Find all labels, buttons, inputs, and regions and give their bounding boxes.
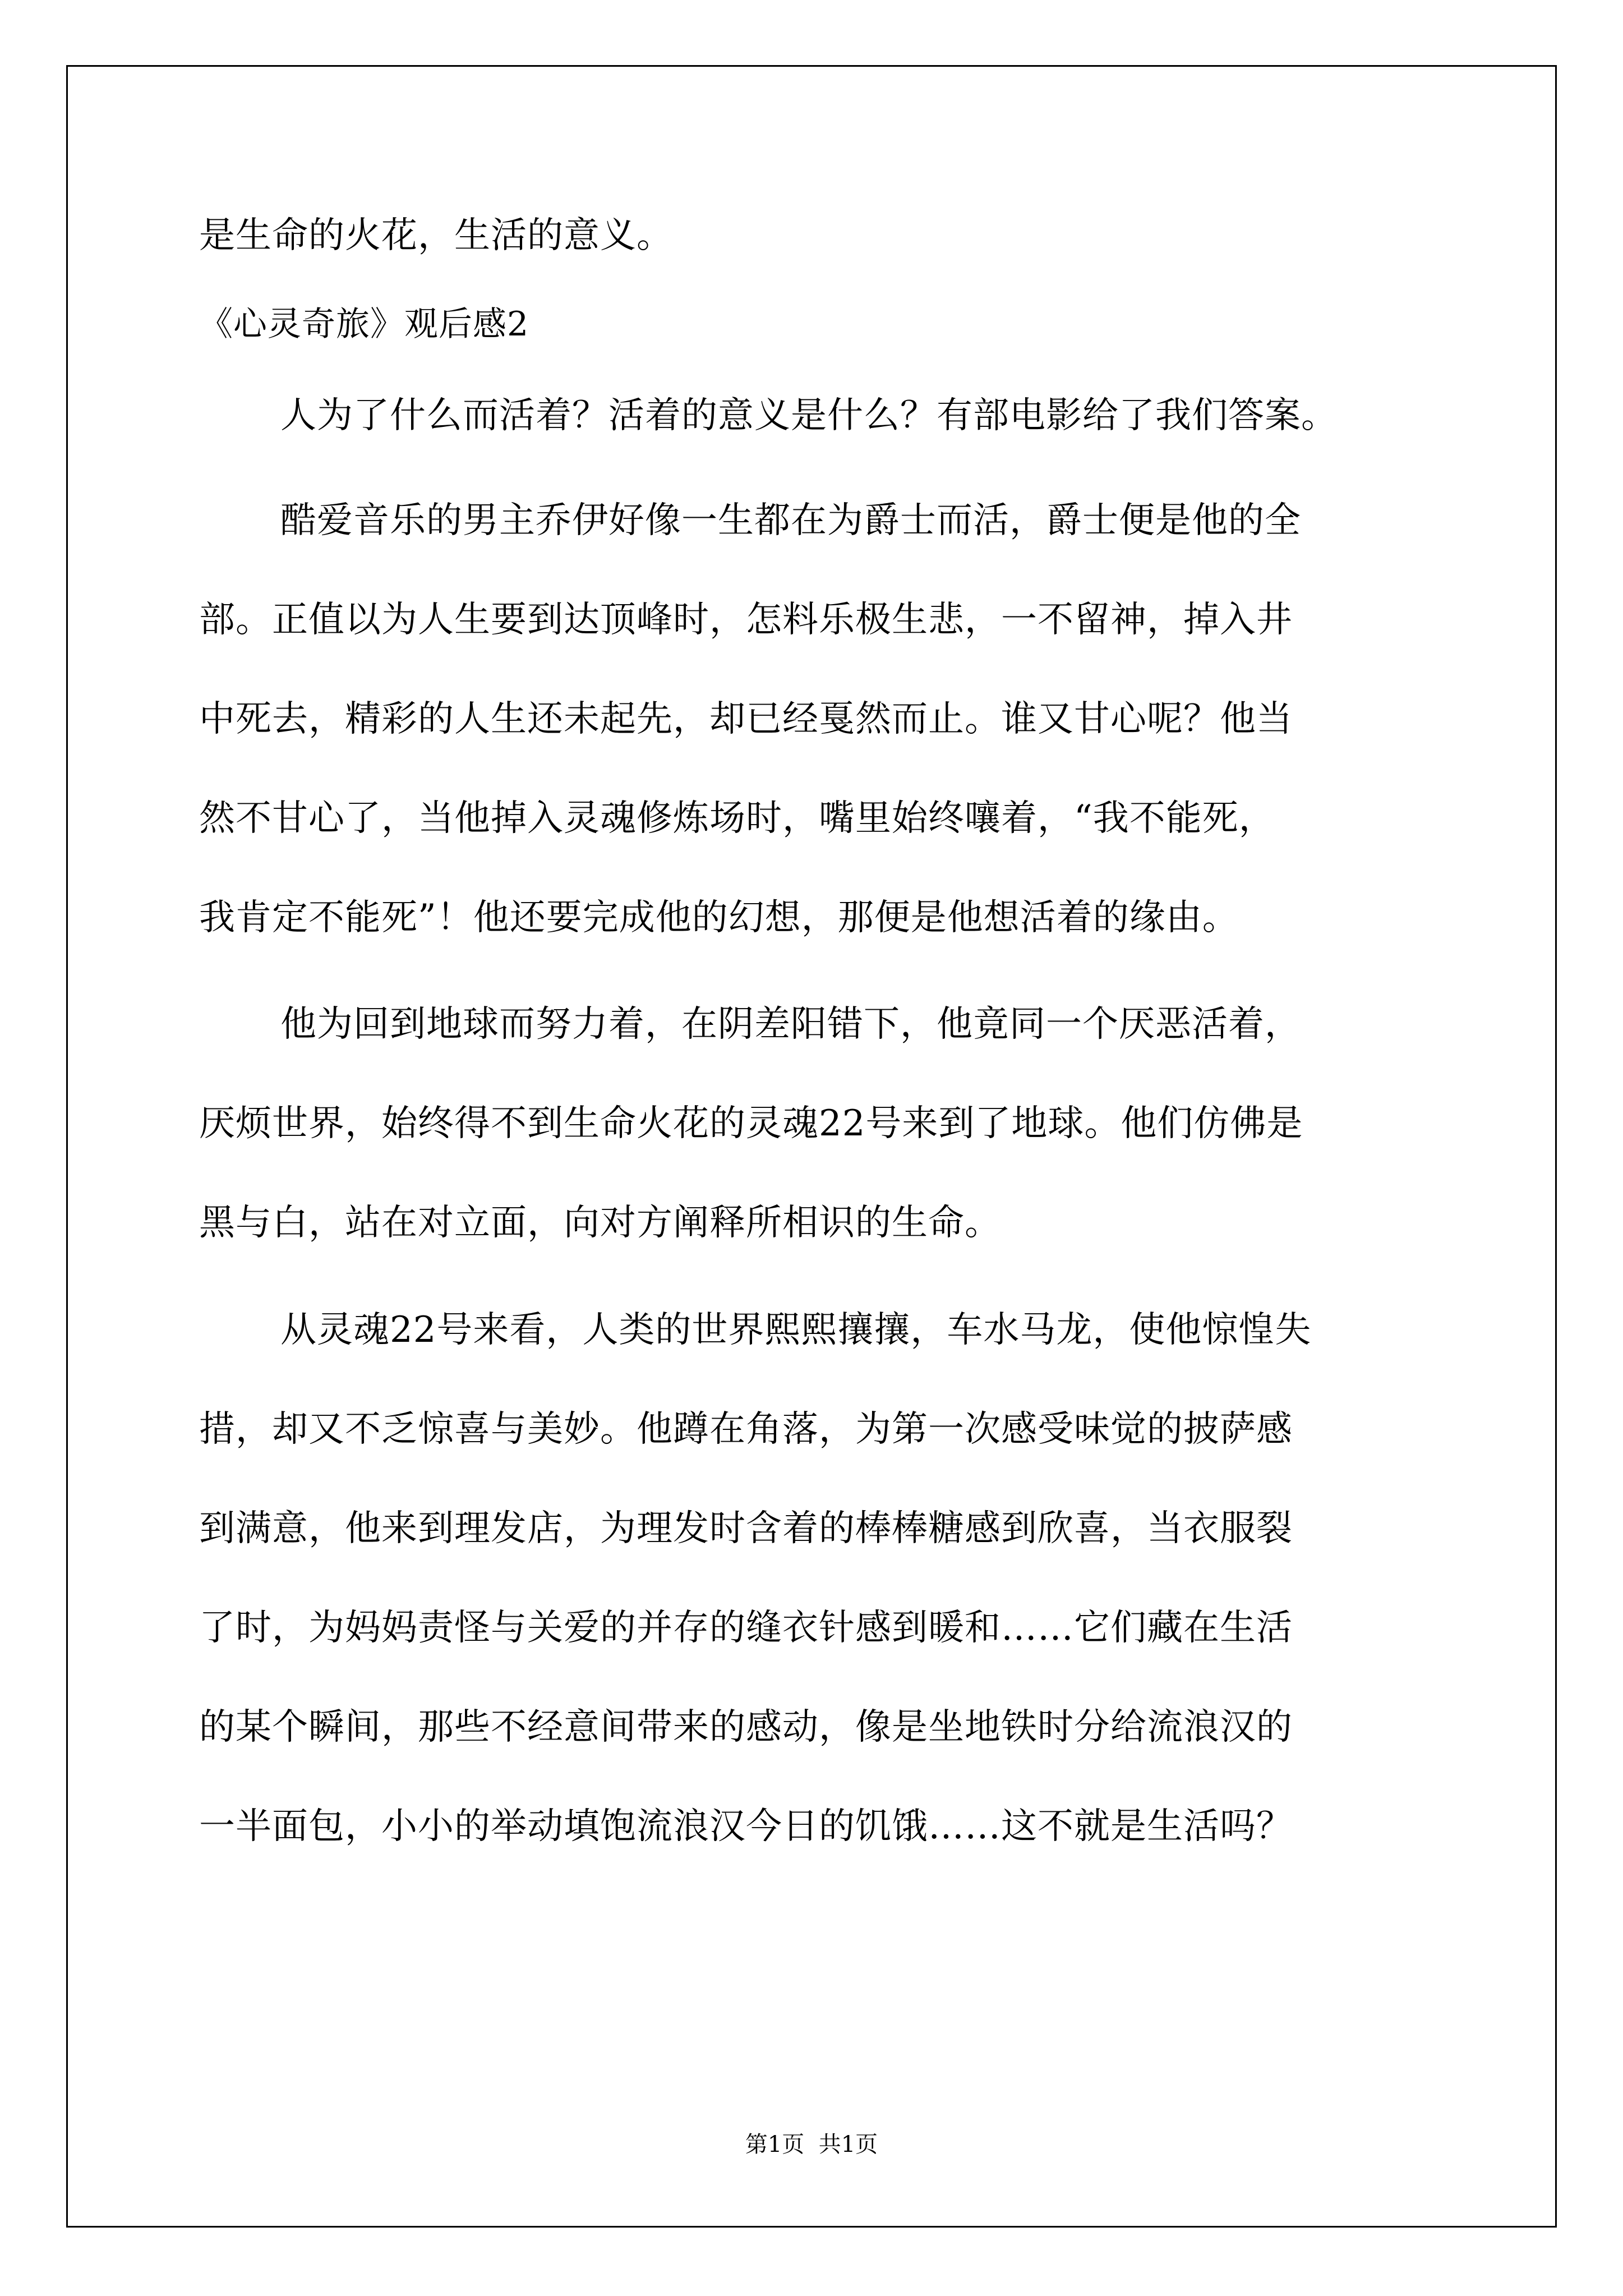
text-line-15: 了时，为妈妈责怪与关爱的并存的缝衣针感到暖和……它们藏在生活	[199, 1607, 1293, 1649]
text-line-9: 他为回到地球而努力着，在阴差阳错下，他竟同一个厌恶活着，	[280, 1004, 1301, 1045]
text-line-16: 的某个瞬间，那些不经意间带来的感动，像是坐地铁时分给流浪汉的	[199, 1706, 1293, 1748]
text-line-8: 我肯定不能死”！他还要完成他的幻想，那便是他想活着的缘由。	[199, 897, 1239, 938]
text-line-5: 部。正值以为人生要到达顶峰时，怎料乐极生悲，一不留神，掉入井	[199, 599, 1293, 641]
text-line-6: 中死去，精彩的人生还未起先，却已经戛然而止。谁又甘心呢？他当	[199, 698, 1293, 740]
text-line-7: 然不甘心了，当他掉入灵魂修炼场时，嘴里始终嚷着，“我不能死，	[199, 798, 1275, 839]
text-line-12: 从灵魂22号来看，人类的世界熙熙攘攘，车水马龙，使他惊惶失	[280, 1309, 1312, 1351]
text-line-13: 措，却又不乏惊喜与美妙。他蹲在角落，为第一次感受味觉的披萨感	[199, 1409, 1293, 1450]
text-line-3: 人为了什么而活着？活着的意义是什么？有部电影给了我们答案。	[280, 395, 1338, 436]
text-line-10: 厌烦世界，始终得不到生命火花的灵魂22号来到了地球。他们仿佛是	[199, 1103, 1303, 1144]
section-heading: 《心灵奇旅》观后感2	[199, 305, 529, 344]
text-line-14: 到满意，他来到理发店，为理发时含着的棒棒糖感到欣喜，当衣服裂	[199, 1508, 1293, 1549]
text-line-17: 一半面包，小小的举动填饱流浪汉今日的饥饿……这不就是生活吗？	[199, 1806, 1293, 1847]
text-line-4: 酷爱音乐的男主乔伊好像一生都在为爵士而活，爵士便是他的全	[280, 500, 1301, 541]
text-line-11: 黑与白，站在对立面，向对方阐释所相识的生命。	[199, 1202, 1001, 1244]
text-line-1: 是生命的火花，生活的意义。	[199, 215, 673, 256]
page-footer: 第1页 共1页	[745, 2132, 878, 2157]
